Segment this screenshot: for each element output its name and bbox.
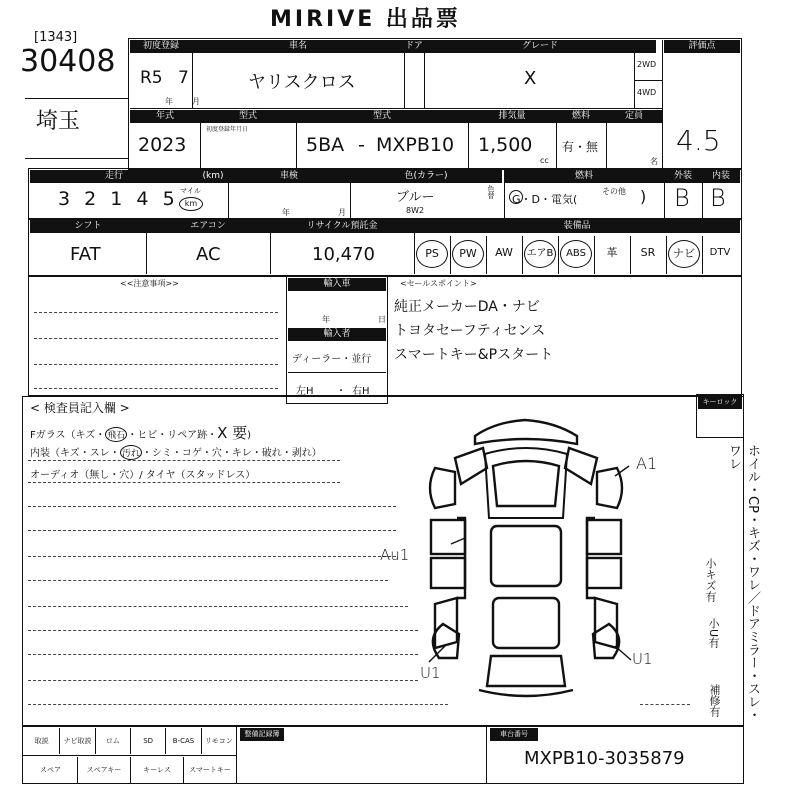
damage-label-a4u1: Au1 bbox=[380, 546, 410, 564]
hdr-type: 型式 bbox=[296, 110, 468, 123]
interior-grade: B bbox=[710, 184, 726, 212]
sales-point-1: 純正メーカーDA・ナビ bbox=[394, 299, 540, 315]
footer-accessory: ナビ取説 bbox=[59, 728, 94, 754]
equipment-divider bbox=[702, 236, 703, 274]
fglass-line: Fガラス（キズ・ 飛石 ・ヒビ・リペア跡・X 要) bbox=[30, 424, 252, 442]
footer-accessory: リモコン bbox=[201, 728, 236, 754]
hdr-fuel: 燃料 bbox=[556, 110, 606, 123]
exterior-grade: B bbox=[674, 184, 690, 212]
footer-accessory: SD bbox=[130, 728, 165, 754]
footer-accessory: 取説 bbox=[34, 737, 49, 745]
fuel-options: G・D・電気( bbox=[512, 193, 578, 206]
first-reg-small: 初度登録年月日 bbox=[206, 126, 249, 133]
hdr-serial: 車台番号 bbox=[490, 728, 538, 741]
sales-point-header: <セールスポイント> bbox=[400, 279, 477, 288]
hdr-mileage: 走行 bbox=[30, 170, 198, 183]
hdr-maintenance: 整備記録簿 bbox=[240, 728, 284, 741]
equipment-divider bbox=[666, 236, 667, 274]
hdr-year: 年式 bbox=[130, 110, 200, 123]
inspection-month-label: 月 bbox=[338, 208, 346, 217]
type-code: MXPB10 bbox=[376, 134, 455, 156]
hdr-grade: グレード bbox=[424, 40, 656, 53]
equipment-item: DTV bbox=[709, 247, 731, 258]
footer-accessory: スペア bbox=[40, 766, 61, 774]
color-name: ブルー bbox=[396, 190, 435, 205]
drive-2wd: 2WD bbox=[637, 60, 657, 69]
serial-number: MXPB10-3035879 bbox=[524, 748, 685, 769]
inspector-header: < 検査員記入欄 > bbox=[30, 401, 130, 415]
import-day: 日 bbox=[378, 315, 386, 324]
keylock-header: キーロック bbox=[698, 396, 742, 409]
equipment-divider bbox=[558, 236, 559, 274]
fuel-other: その他 bbox=[602, 187, 626, 196]
side-note-2: 小キズ有 bbox=[704, 558, 717, 602]
dealer-text: ディーラー・並行 bbox=[292, 354, 372, 365]
mile-label: マイル bbox=[180, 187, 201, 195]
eval-score: 4.5 bbox=[676, 124, 721, 157]
hdr-aircon: エアコン bbox=[146, 220, 270, 233]
hdr-type-spec: 型式 bbox=[200, 110, 296, 123]
notes-header: <<注意事項>> bbox=[120, 279, 179, 288]
equipment-item: エアB bbox=[524, 240, 556, 268]
grade-value: X bbox=[524, 68, 537, 89]
equipment-item: PW bbox=[452, 240, 484, 268]
import-year: 年 bbox=[322, 315, 330, 324]
audio-line: オーディオ（無し・穴）/ タイヤ（スタッドレス） bbox=[30, 470, 256, 481]
hdr-exterior: 外装 bbox=[664, 170, 702, 183]
footer-accessory: B-CAS bbox=[165, 728, 200, 754]
interior-line: 内装（キズ・スレ・ 汚れ ・シミ・コゲ・穴・キレ・破れ・剥れ） bbox=[30, 444, 322, 460]
damage-label-u1-left: U1 bbox=[420, 664, 441, 682]
equipment-item: 革 bbox=[606, 246, 618, 259]
equipment-item: PS bbox=[416, 240, 448, 268]
shift-value: FAT bbox=[70, 244, 101, 265]
nen-label: 年 bbox=[165, 97, 173, 106]
hdr-vehicle-check: 車検 bbox=[228, 170, 350, 183]
displacement: 1,500 bbox=[478, 134, 533, 156]
paren-close: ) bbox=[640, 187, 647, 206]
hdr-color: 色(カラー) bbox=[350, 170, 502, 183]
side-note-3: 小U有 bbox=[707, 618, 720, 649]
equipment-item: ナビ bbox=[668, 240, 700, 268]
hdr-first-reg: 初度登録 bbox=[130, 40, 192, 53]
cc-unit: cc bbox=[540, 156, 549, 165]
lot-bracket: [1343] bbox=[34, 30, 78, 45]
equipment-item: AW bbox=[495, 246, 513, 259]
hdr-eval: 評価点 bbox=[664, 40, 740, 53]
equipment-divider bbox=[486, 236, 487, 274]
hdr-equipment: 装備品 bbox=[414, 220, 740, 233]
color-code: 8W2 bbox=[406, 206, 425, 215]
damage-label-u1-right: U1 bbox=[632, 650, 653, 668]
sales-point-3: スマートキー&Pスタート bbox=[394, 347, 554, 363]
km-label: km bbox=[179, 197, 203, 211]
equipment-divider bbox=[522, 236, 523, 274]
equipment-divider bbox=[630, 236, 631, 274]
equipment-divider bbox=[594, 236, 595, 274]
reg-month: 7 bbox=[178, 68, 189, 88]
tsuki-label: 月 bbox=[192, 97, 200, 106]
left-hand: 左H bbox=[296, 386, 314, 397]
hdr-recycle: リサイクル預託金 bbox=[270, 220, 414, 233]
dealer-header: 輸入者 bbox=[288, 328, 386, 341]
document-title: MIRIVE 出品票 bbox=[270, 7, 461, 32]
lot-number: 30408 bbox=[20, 44, 116, 79]
footer-accessory: スペアキー bbox=[77, 757, 130, 783]
era-year: R5 bbox=[140, 68, 163, 88]
ironashi: 色替 bbox=[487, 185, 495, 199]
footer-accessories-row2 bbox=[24, 757, 236, 783]
g-circle-mark bbox=[509, 190, 523, 204]
hdr-capacity: 定員 bbox=[606, 110, 662, 123]
footer-accessory: キーレス bbox=[130, 757, 183, 783]
capacity-unit: 名 bbox=[650, 157, 658, 166]
hdr-fuel-kind: 燃料 bbox=[504, 170, 664, 183]
inspection-year-label: 年 bbox=[282, 208, 290, 217]
hdr-interior: 内装 bbox=[702, 170, 740, 183]
equipment-list bbox=[416, 236, 740, 274]
damage-label-a1: A1 bbox=[636, 454, 658, 473]
side-note-1: ホイル・CP・キズ・ワレ／ドアミラー・スレ・ワレ bbox=[726, 444, 760, 721]
region: 埼玉 bbox=[36, 109, 81, 134]
hdr-door: ドア bbox=[405, 41, 423, 51]
mileage-digits: 3 2 1 4 5 bbox=[58, 188, 175, 210]
sales-point-2: トヨタセーフティセンス bbox=[394, 323, 546, 339]
hdr-car-name: 車名 bbox=[192, 40, 404, 53]
equipment-divider bbox=[450, 236, 451, 274]
hdr-shift: シフト bbox=[30, 220, 146, 233]
car-name: ヤリスクロス bbox=[248, 72, 356, 93]
footer-accessory: ロム bbox=[95, 728, 130, 754]
footer-accessories-row1 bbox=[24, 728, 236, 754]
import-header: 輸入車 bbox=[288, 278, 386, 291]
hdr-displacement: 排気量 bbox=[468, 110, 556, 123]
aircon-value: AC bbox=[196, 244, 221, 265]
side-note-4: 補修有 bbox=[708, 684, 721, 717]
type-prefix: 5BA bbox=[306, 134, 345, 156]
equipment-item: ABS bbox=[560, 240, 592, 268]
lr-dot: ・ bbox=[336, 386, 346, 397]
equipment-item: SR bbox=[640, 246, 656, 259]
right-hand: 右H bbox=[352, 386, 370, 397]
recycle-value: 10,470 bbox=[312, 244, 375, 265]
drive-4wd: 4WD bbox=[637, 88, 657, 97]
model-year: 2023 bbox=[138, 134, 187, 156]
fuel-value: 有・無 bbox=[562, 140, 599, 154]
footer-accessory: スマートキー bbox=[183, 757, 236, 783]
